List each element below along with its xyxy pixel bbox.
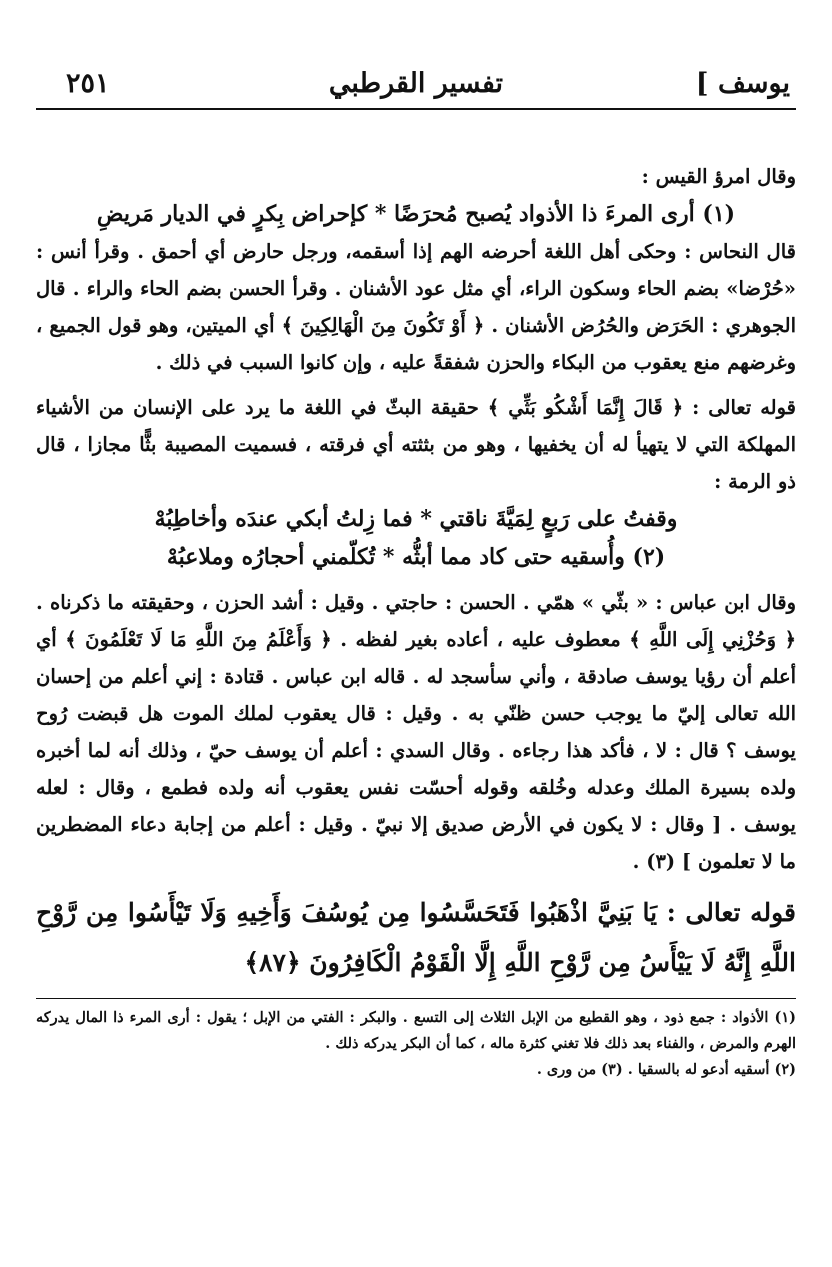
chapter-name: يوسف ] — [695, 68, 790, 99]
commentary-paragraph: قال النحاس : وحكى أهل اللغة أحرضه الهم إذا أسقمه، ورجل حارض أي أحمق . وقرأ أنس : «حُرْضا» بضم الحاء وسكون الراء، أي مثل عود الأشنان . وقرأ الحسن بضم الحاء والراء . قال الجوهري : الحَرَض والحُرُض الأشنان . ﴿ أَوْ تَكُونَ مِنَ الْهَالِكِينَ ﴾ أي الميتين، وهو قول الجميع ، وغرضهم منع يعقوب من البكاء والحزن شفقةً عليه ، وإن كانوا السبب في ذلك . — [36, 240, 796, 374]
page-body — [36, 158, 796, 988]
poetry-verse: (٢) وأُسقيه حتى كاد مما أبثُّه * تُكلّمني أحجارُه وملاعبُهْ — [166, 544, 666, 570]
book-title: تفسير القرطبي — [328, 68, 504, 99]
poetry-verse: (١) أرى المرءَ ذا الأذواد يُصبح مُحرَضًا * كإحراض بِكرٍ في الديار مَريضِ — [96, 201, 736, 227]
commentary-paragraph: وقال ابن عباس : « بثّي » همّي . الحسن : حاجتي . وقيل : أشد الحزن ، وحقيقته ما ذكرناه . ﴿ وَحُزْنِي إِلَى اللَّهِ ﴾ معطوف عليه ، أعاده بغير لفظه . ﴿ وَأَعْلَمُ مِنَ اللَّهِ مَا لَا تَعْلَمُونَ ﴾ أي أعلم أن رؤيا يوسف صادقة ، وأني سأسجد له . قاله ابن عباس . قتادة : إني أعلم من إحسان الله تعالى إليّ ما يوجب حسن ظنّي به . وقيل : قال يعقوب لملك الموت هل قبضت رُوح يوسف ؟ قال : لا ، فأكد هذا رجاءه . وقال السدي : أعلم أن يوسف حيّ ، وذلك أنه لما أخبره ولده بسيرة الملك وعدله وخُلقه وقوله أحسّت نفس يعقوب أنه ولده فطمع ، وقال : لعله يوسف . [ وقال : لا يكون في الأرض صديق إلا نبيّ . وقيل : أعلم من إجابة دعاء المضطرين ما لا تعلمون ] (٣) . — [36, 591, 796, 873]
footnotes — [36, 1005, 796, 1083]
page-header — [36, 62, 796, 110]
poet-intro: وقال امرؤ القيس : — [641, 165, 796, 188]
quran-verse: قوله تعالى : يَا بَنِيَّ اذْهَبُوا فَتَحَسَّسُوا مِن يُوسُفَ وَأَخِيهِ وَلَا تَيْأَسُوا مِن رَّوْحِ اللَّهِ إِنَّهُ لَا يَيْأَسُ مِن رَّوْحِ اللَّهِ إِلَّا الْقَوْمُ الْكَافِرُونَ ﴿٨٧﴾ — [36, 898, 796, 977]
commentary-paragraph: قوله تعالى : ﴿ قَالَ إِنَّمَا أَشْكُو بَثِّي ﴾ حقيقة البثّ في اللغة ما يرد على الإنسان من الأشياء المهلكة التي لا يتهيأ له أن يخفيها ، وهو من بثثته أي فرقته ، فسميت المصيبة بثًّا مجازا ، قال ذو الرمة : — [36, 396, 796, 493]
page-number: ٢٥١ — [66, 68, 110, 99]
footnote-divider — [36, 998, 796, 999]
footnote: (٢) أسقيه أدعو له بالسقيا . (٣) من ورى . — [536, 1061, 796, 1078]
poetry-verse: وقفتُ على رَبعٍ لِمَيَّةَ ناقتي * فما زِلتُ أبكي عندَه وأخاطِبُهْ — [154, 506, 678, 532]
footnote: (١) الأذواد : جمع ذود ، وهو القطيع من الإبل الثلاث إلى التسع . والبكر : الفتي من الإبل ؛ يقول : أرى المرء ذا المال يدركه الهرم والمرض ، والفناء بعد ذلك فلا تغني كثرة ماله ، كما أن البكر يدركه ذلك . — [36, 1009, 796, 1052]
